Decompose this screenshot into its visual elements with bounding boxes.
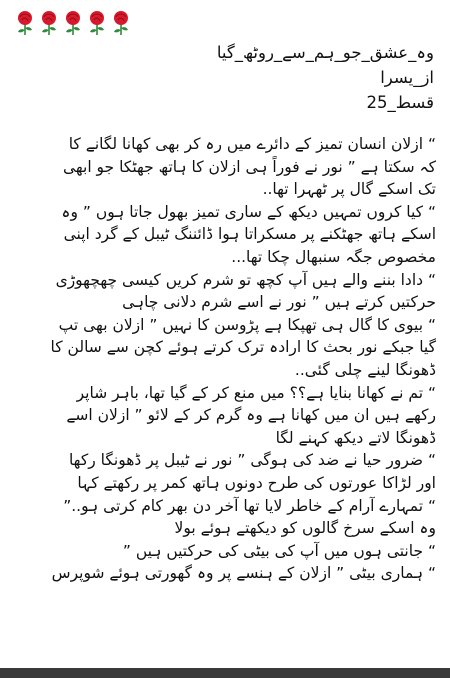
story-line: اور لڑاکا عورتوں کی طرح دونوں ہاتھ کمر پر رکھتے کہا <box>77 473 436 492</box>
rose-icon <box>14 10 36 36</box>
emoji-row <box>14 10 436 36</box>
story-line: “ جانتی ہوں میں آپ کی بیٹی کی حرکتیں ہیں ” <box>122 541 436 560</box>
rose-icon <box>86 10 108 36</box>
story-line: ڈھونگا لاتے دیکھ کہنے لگا <box>275 428 436 447</box>
story-line: وہ اسکے سرخ گالوں کو دیکھتے ہوئے بولا <box>174 519 436 538</box>
bottom-scroll-edge <box>0 668 450 678</box>
story-line: مخصوص جگہ سنبھال چکا تھا... <box>231 247 436 266</box>
rose-icon <box>38 10 60 36</box>
story-line: ڈھونگا لینے چلی گئی.. <box>294 360 436 379</box>
story-line: “ تم نے کھانا بنایا ہے؟؟ میں منع کر کے گیا تھا، باہر شاپر <box>76 383 436 402</box>
story-line: “ بیوی کا گال ہی تھپکا ہے پڑوسن کا نہیں ” ازلان بھی تپ <box>58 315 436 334</box>
rose-icon <box>110 10 132 36</box>
story-author: از_یسرا <box>380 68 434 87</box>
story-title: وہ_عشق_جو_ہم_سے_روٹھ_گیا <box>216 43 434 62</box>
story-line: “ ضرور حیا نے ضد کی ہوگی ” نور نے ٹیبل پر ڈھونگا رکھا <box>68 451 436 470</box>
story-line: اسکے ہاتھ جھٹکنے پر مسکراتا ہوا ڈائننگ ٹیبل کے گرد اپنی <box>63 225 436 244</box>
story-line: “ ازلان انسان تمیز کے دائرے میں رہ کر بھی کھانا لگانے کا <box>68 135 436 153</box>
story-line: “ ہماری بیٹی ” ازلان کے ہنسے پر وہ گھورتی ہوئے شوپرس <box>51 564 436 583</box>
story-episode: قسط_25 <box>366 93 434 112</box>
story-line: حرکتیں کرتے ہیں ” نور نے اسے شرم دلانی چاہی <box>122 293 436 312</box>
story-header <box>14 40 436 115</box>
story-line: رکھے ہیں ان میں کھانا ہے وہ گرم کر کے لائو ” ازلان اسے <box>66 406 436 425</box>
story-line: گیا جبکے نور بحث کا ارادہ ترک کرتے ہوئے کچن سے سالن کا <box>50 338 436 357</box>
story-line: “ کیا کروں تمہیں دیکھ کے ساری تمیز بھول جاتا ہوں ” وہ <box>61 202 436 221</box>
rose-icon <box>62 10 84 36</box>
story-line: تک اسکے گال پر ٹھہرا تھا.. <box>262 180 436 199</box>
story-line: “ دادا بننے والے ہیں آپ کچھ تو شرم کریں کیسی چھچھوڑی <box>55 270 436 289</box>
story-line: “ تمہارے آرام کے خاطر لایا تھا آخر دن بھر کام کرتی ہو..” <box>63 496 436 515</box>
story-line: کہ سکتا ہے ” نور نے فوراً ہی ازلان کا ہاتھ جھٹکا جو ابھی <box>62 157 436 176</box>
story-text <box>14 133 436 585</box>
